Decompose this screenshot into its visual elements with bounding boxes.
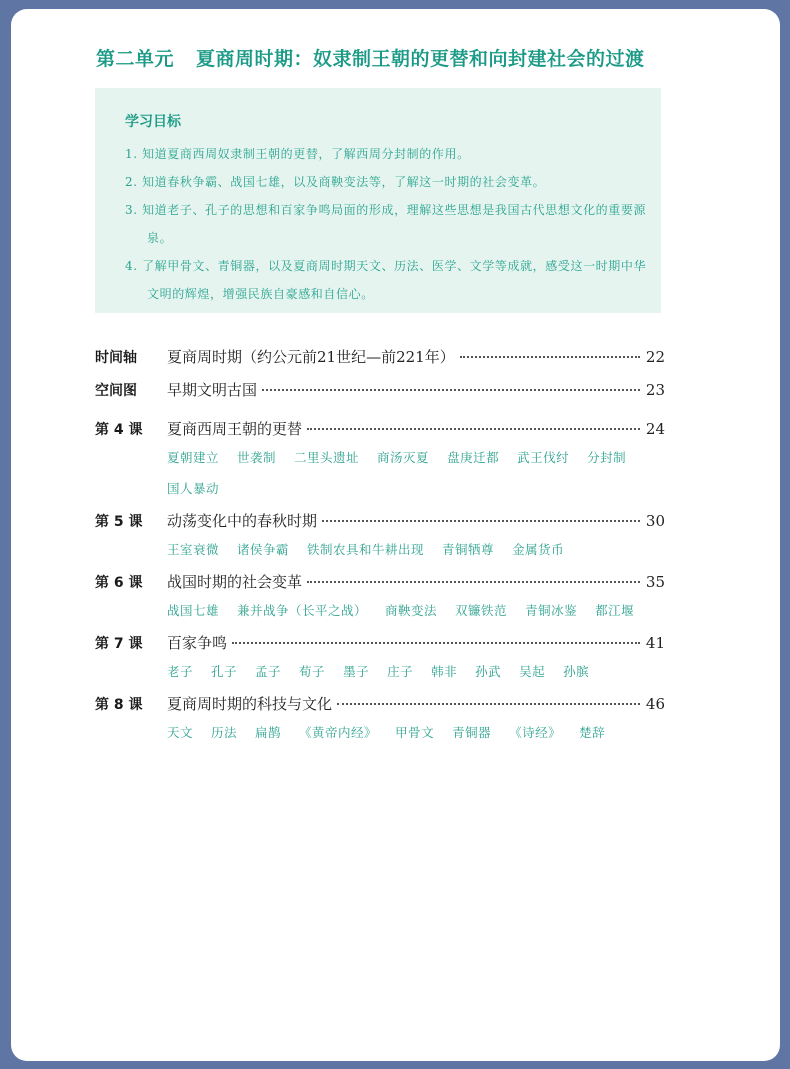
toc-topic[interactable]: 盘庚迁都 (447, 450, 500, 465)
toc-topic[interactable]: 青铜牺尊 (442, 542, 495, 557)
toc-entry[interactable] (95, 377, 665, 403)
toc-entry-title: 动荡变化中的春秋时期 (167, 512, 318, 530)
toc-entry-label: 第 8 课 (95, 697, 143, 713)
toc-entry-title: 百家争鸣 (167, 634, 228, 652)
toc-entry-page: 35 (645, 573, 665, 591)
objective-item: 2. 知道春秋争霸、战国七雄，以及商鞅变法等，了解这一时期的社会变革。 (125, 175, 546, 189)
toc-topic[interactable]: 武王伐纣 (517, 450, 570, 465)
toc-topic[interactable]: 韩非 (431, 664, 458, 679)
unit-title (96, 44, 645, 71)
unit-label: 第二单元 (96, 48, 175, 70)
toc-entry-page: 22 (645, 348, 665, 366)
toc-topic[interactable]: 都江堰 (595, 603, 635, 618)
toc-entry-page: 30 (645, 512, 665, 530)
toc-entry-title: 战国时期的社会变革 (167, 573, 303, 591)
toc-topics (167, 442, 665, 504)
toc-topic[interactable]: 青铜器 (452, 725, 492, 740)
toc-topic[interactable]: 楚辞 (579, 725, 606, 740)
toc-entry-page: 23 (645, 381, 665, 399)
toc-topics (167, 717, 665, 748)
toc-topic[interactable]: 国人暴动 (167, 481, 220, 496)
objective-item: 1. 知道夏商西周奴隶制王朝的更替，了解西周分封制的作用。 (125, 147, 470, 161)
dot-leader (322, 520, 640, 522)
toc-entry[interactable] (95, 416, 665, 504)
toc-entry-label: 第 7 课 (95, 636, 143, 652)
learning-objectives-box (95, 88, 661, 313)
toc-topic[interactable]: 吴起 (519, 664, 546, 679)
toc-topics (167, 656, 665, 687)
toc-entry-title: 夏商周时期（约公元前21世纪—前221年） (167, 348, 455, 366)
dot-leader (307, 428, 640, 430)
toc-entry-row (95, 344, 665, 370)
toc-topics (167, 534, 665, 565)
toc-topic[interactable]: 商鞅变法 (385, 603, 438, 618)
toc-topic[interactable]: 天文 (167, 725, 194, 740)
toc-topic[interactable]: 甲骨文 (395, 725, 435, 740)
toc-entry-row (95, 377, 665, 403)
toc-entry-row (95, 630, 665, 656)
toc-entry-label: 空间图 (95, 383, 137, 399)
toc-entry-row (95, 569, 665, 595)
toc-topic[interactable]: 孔子 (211, 664, 238, 679)
toc-topic[interactable]: 《诗经》 (509, 725, 562, 740)
dot-leader (232, 642, 640, 644)
dot-leader (262, 389, 640, 391)
toc-entry-page: 24 (645, 420, 665, 438)
toc-entry-page: 41 (645, 634, 665, 652)
toc-entry-title: 早期文明古国 (167, 381, 258, 399)
dot-leader (307, 581, 640, 583)
toc-topic[interactable]: 墨子 (343, 664, 370, 679)
toc-entry-label: 第 5 课 (95, 514, 143, 530)
toc-topic[interactable]: 双镰铁范 (455, 603, 508, 618)
toc-topic[interactable]: 孙武 (475, 664, 502, 679)
dot-leader (460, 356, 640, 358)
toc-topic[interactable]: 王室衰微 (167, 542, 220, 557)
toc-entry-row (95, 508, 665, 534)
toc-topic[interactable]: 世袭制 (237, 450, 277, 465)
toc-topic[interactable]: 夏朝建立 (167, 450, 220, 465)
toc-topic[interactable]: 战国七雄 (167, 603, 220, 618)
toc-entry[interactable] (95, 569, 665, 626)
toc-topic[interactable]: 孟子 (255, 664, 282, 679)
objective-item: 3. 知道老子、孔子的思想和百家争鸣局面的形成，理解这些思想是我国古代思想文化的重要源泉。 (125, 203, 647, 245)
toc-topic[interactable]: 青铜冰鉴 (525, 603, 578, 618)
toc-topic[interactable]: 历法 (211, 725, 238, 740)
toc-topic[interactable]: 《黄帝内经》 (299, 725, 378, 740)
toc-topic[interactable]: 铁制农具和牛耕出现 (307, 542, 425, 557)
objective-item: 4. 了解甲骨文、青铜器，以及夏商周时期天文、历法、医学、文学等成就，感受这一时期中华文明的辉煌，增强民族自豪感和自信心。 (125, 259, 647, 301)
toc-topic[interactable]: 兼并战争（长平之战） (237, 603, 368, 618)
toc-topic[interactable]: 荀子 (299, 664, 326, 679)
dot-leader (337, 703, 640, 705)
toc-topic[interactable]: 老子 (167, 664, 194, 679)
toc-entry-title: 夏商西周王朝的更替 (167, 420, 303, 438)
toc-entry-row (95, 691, 665, 717)
toc-topic[interactable]: 金属货币 (512, 542, 565, 557)
page (11, 9, 780, 1061)
objectives-heading: 学习目标 (125, 114, 181, 130)
toc-entry-label: 第 4 课 (95, 422, 143, 438)
toc-topic[interactable]: 商汤灭夏 (377, 450, 430, 465)
toc-entry[interactable] (95, 344, 665, 370)
toc-entry[interactable] (95, 508, 665, 565)
toc-topic[interactable]: 孙膑 (563, 664, 590, 679)
toc-entry-label: 第 6 课 (95, 575, 143, 591)
unit-name: 夏商周时期：奴隶制王朝的更替和向封建社会的过渡 (196, 48, 645, 70)
toc-entry-title: 夏商周时期的科技与文化 (167, 695, 333, 713)
toc-topic[interactable]: 诸侯争霸 (237, 542, 290, 557)
toc-entry-label: 时间轴 (95, 350, 137, 366)
toc-entry-row (95, 416, 665, 442)
toc-entry[interactable] (95, 691, 665, 748)
toc-topic[interactable]: 庄子 (387, 664, 414, 679)
toc-entry-page: 46 (645, 695, 665, 713)
toc-entry[interactable] (95, 630, 665, 687)
toc-topic[interactable]: 扁鹊 (255, 725, 282, 740)
table-of-contents (95, 344, 665, 748)
toc-topics (167, 595, 665, 626)
toc-topic[interactable]: 二里头遗址 (294, 450, 360, 465)
objectives-list (125, 140, 655, 308)
toc-topic[interactable]: 分封制 (587, 450, 627, 465)
